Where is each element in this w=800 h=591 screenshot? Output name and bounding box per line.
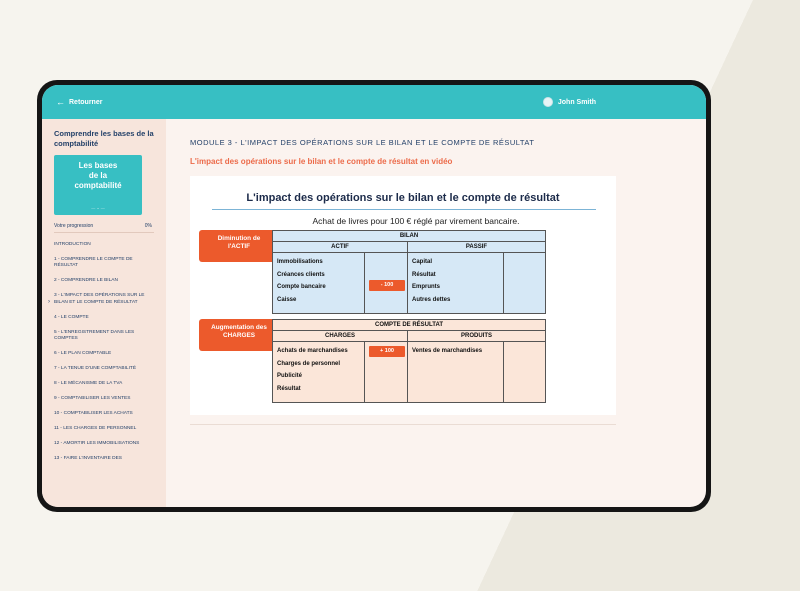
nav-item-8[interactable]: 8 - LE MÉCANISME DE LA TVA [54,381,123,387]
produits-item: Ventes de marchandises [412,348,483,354]
avatar [543,97,553,107]
nav-item-7[interactable]: 7 - LA TENUE D'UNE COMPTABILITÉ [54,366,137,372]
user-menu[interactable] [543,97,596,107]
nav-item-4[interactable]: 4 - LE COMPTE [54,314,89,320]
nav-item-3-current[interactable]: › 3 - L'IMPACT DES OPÉRATIONS SUR LE BILAN ET LE COMPTE DE RÉSULTAT [54,293,154,306]
progress-row [54,223,152,229]
content-divider [190,424,616,425]
charges-amounts [365,342,408,402]
produits-header: PRODUITS [460,333,492,339]
lesson-subtitle: L'impact des opérations sur le bilan et le compte de résultat en vidéo [190,157,453,166]
charges-items [273,342,365,402]
callout-1-text: Diminution de l'ACTIF [217,235,261,250]
callout-augmentation-charges [199,319,279,351]
charges-item: Achats de marchandises [277,348,348,354]
passif-item: Emprunts [412,284,441,291]
video-slide[interactable] [190,176,616,415]
passif-item: Résultat [412,271,436,278]
thumbnail-title: Les bases de la comptabilité [74,161,122,190]
actif-item: Compte bancaire [277,284,326,291]
nav-item-1[interactable]: 1 - COMPRENDRE LE COMPTE DE RÉSULTAT [54,257,133,269]
actif-item: Immobilisations [277,259,323,265]
charges-item: Publicité [277,373,303,380]
arrow-left-icon: ← [56,96,65,107]
progress-bar [54,232,154,233]
slide-caption: Achat de livres pour 100 € réglé par virement bancaire. [312,216,520,226]
bilan-header: BILAN [273,231,545,242]
course-title: Comprendre les bases de la comptabilité [54,129,154,148]
nav-item-11[interactable]: 11 - LES CHARGES DE PERSONNEL [54,426,137,432]
nav-item-9[interactable]: 9 - COMPTABILISER LES VENTES [54,396,131,402]
nav-item-12[interactable]: 12 - AMORTIR LES IMMOBILISATIONS [54,441,140,447]
lesson-nav [54,242,154,463]
actif-item: Caisse [277,296,297,303]
progress-label: Votre progression [54,223,94,229]
callout-diminution-actif [199,230,279,262]
bilan-table [272,230,546,314]
compte-resultat-table [272,319,546,403]
sidebar [42,119,166,507]
nav-item-introduction[interactable]: INTRODUCTION [54,242,91,247]
passif-item: Autres dettes [412,296,451,303]
charges-item: Charges de personnel [277,360,341,367]
nav-item-5[interactable]: 5 - L'ENREGISTREMENT DANS LES COMPTES [54,329,135,342]
change-badge-minus: - 100 [369,280,405,291]
back-button[interactable] [56,98,102,107]
nav-item-2[interactable]: 2 - COMPRENDRE LE BILAN [54,278,118,284]
bilan-body [273,253,545,313]
nav-item-6[interactable]: 6 - LE PLAN COMPTABLE [54,351,112,357]
produits-items [408,342,504,402]
passif-amounts [504,253,545,313]
passif-items [408,253,504,313]
thumbnail-logo: — ⌄ — [91,205,105,210]
passif-header: PASSIF [465,244,488,250]
slide-title: L'impact des opérations sur le bilan et le compte de résultat [246,192,560,204]
app-screen [42,85,706,507]
tablet-frame [37,80,711,512]
compte-resultat-body [273,342,545,402]
user-name: John Smith [557,98,596,106]
actif-item: Créances clients [277,271,325,278]
compte-resultat-column-headers [273,331,545,342]
nav-item-13[interactable]: 13 - FAIRE L'INVENTAIRE DES [54,456,123,462]
top-bar [42,85,706,119]
passif-item: Capital [412,259,433,265]
actif-header: ACTIF [273,242,408,252]
callout-2-text: Augmentation des CHARGES [211,324,267,339]
actif-amounts [365,253,408,313]
compte-resultat-header: COMPTE DE RÉSULTAT [273,320,545,331]
progress-value: 0% [144,223,152,229]
charges-item: Résultat [277,385,301,392]
change-badge-plus: + 100 [369,346,405,357]
charges-header: CHARGES [273,331,408,341]
produits-amounts [504,342,545,402]
back-label: Retourner [69,98,103,106]
main-content [166,119,706,507]
actif-items [273,253,365,313]
slide-divider [212,209,596,210]
module-heading: MODULE 3 - L'IMPACT DES OPÉRATIONS SUR LE BILAN ET LE COMPTE DE RÉSULTAT [190,138,535,147]
course-thumbnail [54,155,142,215]
bilan-column-headers [273,242,545,253]
nav-item-10[interactable]: 10 - COMPTABILISER LES ACHATS [54,411,133,417]
